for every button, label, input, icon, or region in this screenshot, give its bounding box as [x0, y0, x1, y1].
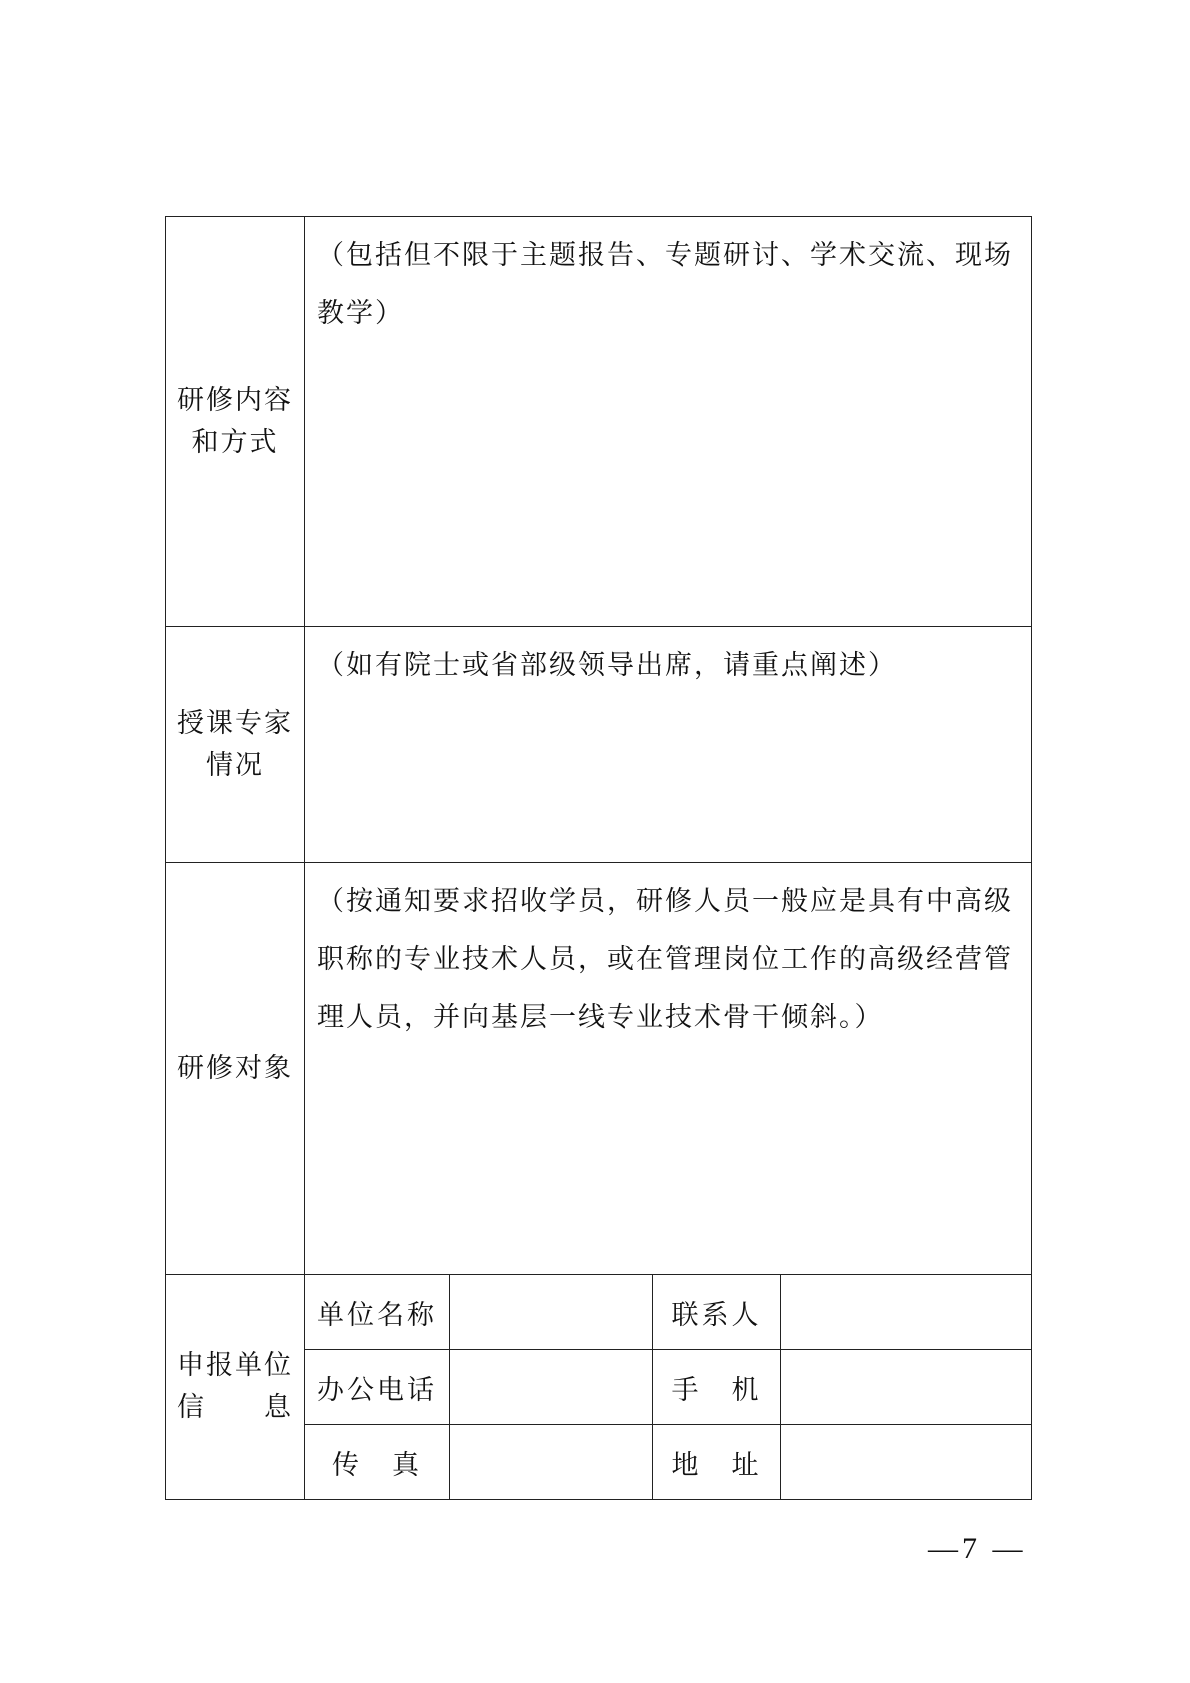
section-row-trainees	[166, 863, 1032, 1275]
mobile-field[interactable]	[781, 1350, 1032, 1425]
trainees-hint: （按通知要求招收学员，研修人员一般应是具有中高级职称的专业技术人员，或在管理岗位工作的高级经营管理人员，并向基层一线专业技术骨干倾斜。）	[317, 886, 1013, 1033]
office-phone-field[interactable]	[450, 1350, 653, 1425]
mobile-label: 手 机	[653, 1350, 781, 1425]
content-method-input-area[interactable]	[305, 217, 1032, 627]
section-label: 研修内容 和方式	[166, 217, 305, 627]
section-row-experts	[166, 627, 1032, 863]
unit-name-label: 单位名称	[305, 1275, 450, 1350]
contact-person-label: 联系人	[653, 1275, 781, 1350]
experts-input-area[interactable]	[305, 627, 1032, 863]
unit-name-field[interactable]	[450, 1275, 653, 1350]
address-field[interactable]	[781, 1425, 1032, 1500]
address-label: 地 址	[653, 1425, 781, 1500]
office-phone-label: 办公电话	[305, 1350, 450, 1425]
experts-hint: （如有院士或省部级领导出席，请重点阐述）	[317, 650, 897, 681]
content-method-hint: （包括但不限于主题报告、专题研讨、学术交流、现场教学）	[317, 240, 1013, 329]
applicant-row	[166, 1275, 1032, 1350]
section-row-content-method	[166, 217, 1032, 627]
section-label: 研修对象	[166, 863, 305, 1275]
application-form-table	[165, 216, 1032, 1500]
applicant-info-label: 申报单位 信 息	[166, 1275, 305, 1500]
trainees-input-area[interactable]	[305, 863, 1032, 1275]
section-label: 授课专家 情况	[166, 627, 305, 863]
page-number: —7 —	[928, 1532, 1027, 1565]
contact-person-field[interactable]	[781, 1275, 1032, 1350]
fax-label: 传 真	[305, 1425, 450, 1500]
fax-field[interactable]	[450, 1425, 653, 1500]
